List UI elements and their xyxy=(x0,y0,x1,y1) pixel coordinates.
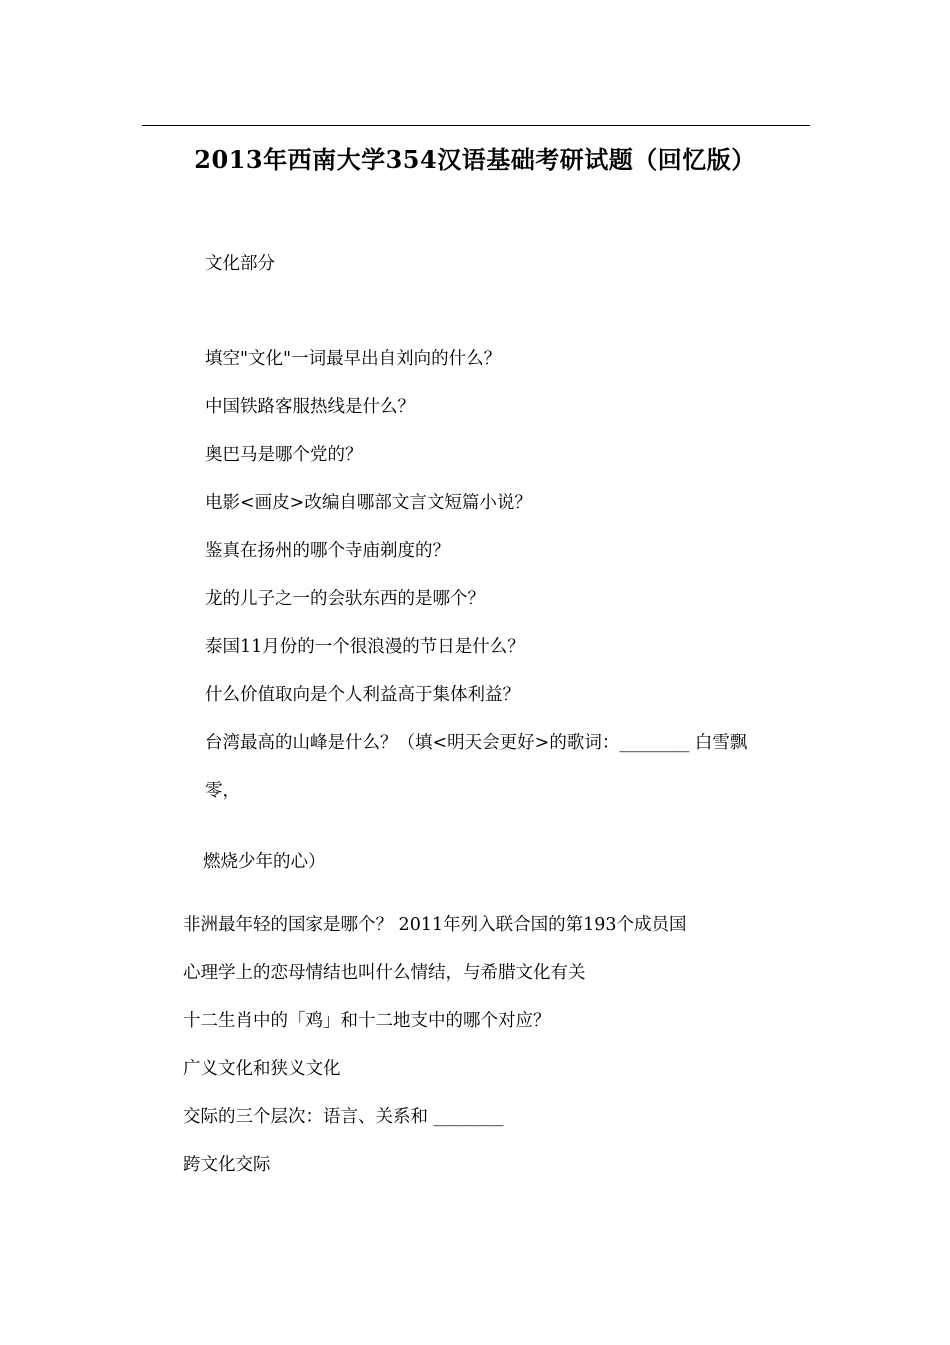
item-line: 跨文化交际 xyxy=(183,1155,271,1175)
document-title: 2013年西南大学354汉语基础考研试题（回忆版） xyxy=(194,145,756,174)
question-line: 什么价值取向是个人利益高于集体利益？ xyxy=(205,685,520,705)
item-line: 广义文化和狭义文化 xyxy=(183,1059,341,1079)
item-line: 十二生肖中的「鸡」和十二地支中的哪个对应？ xyxy=(183,1011,551,1031)
question-line: 泰国11月份的一个很浪漫的节日是什么？ xyxy=(205,637,525,657)
question-line: 奥巴马是哪个党的？ xyxy=(205,445,363,465)
header-rule xyxy=(142,125,810,126)
item-line: 非洲最年轻的国家是哪个？ 2011年列入联合国的第193个成员国 xyxy=(183,915,687,935)
question-line: 燃烧少年的心） xyxy=(203,852,326,872)
section-heading: 文化部分 xyxy=(205,254,275,274)
question-line: 龙的儿子之一的会驮东西的是哪个？ xyxy=(205,589,485,609)
item-line: 心理学上的恋母情结也叫什么情结，与希腊文化有关 xyxy=(183,963,586,983)
question-line: 零， xyxy=(205,781,240,801)
question-line: 鉴真在扬州的哪个寺庙剃度的？ xyxy=(205,541,450,561)
question-line: 电影<画皮>改编自哪部文言文短篇小说？ xyxy=(205,493,532,513)
item-line: 交际的三个层次：语言、关系和 ________ xyxy=(183,1107,504,1127)
question-line: 填空"文化"一词最早出自刘向的什么？ xyxy=(205,349,502,369)
question-line: 台湾最高的山峰是什么？（填<明天会更好>的歌词：________ 白雪飘 xyxy=(205,733,748,753)
question-line: 中国铁路客服热线是什么？ xyxy=(205,397,415,417)
